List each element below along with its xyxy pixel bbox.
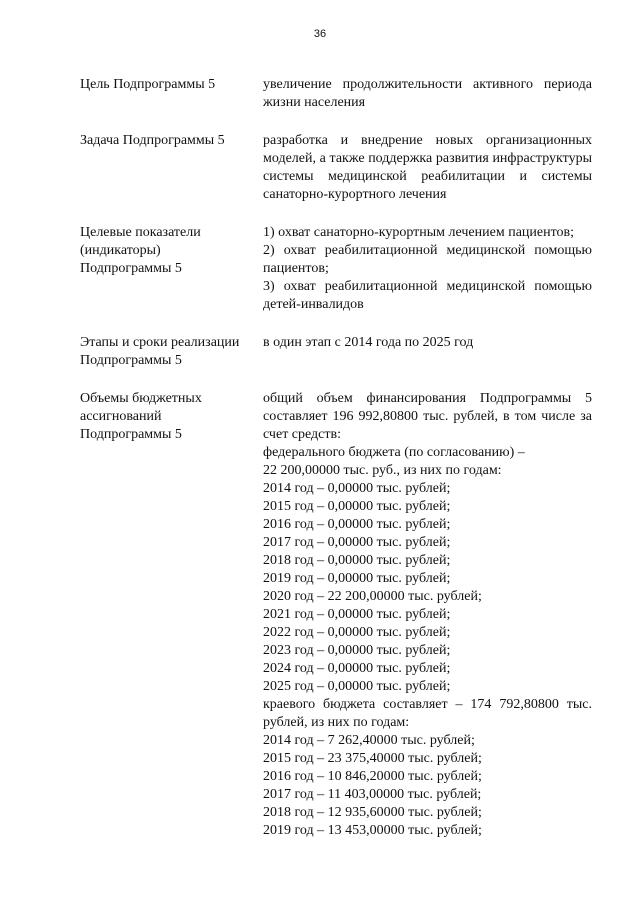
label-line: Целевые показатели: [80, 225, 201, 240]
indicator-item: 3) охват реабилитационной медицинской помощью детей-инвалидов: [263, 279, 592, 312]
year-amount-line: 2015 год – 23 375,40000 тыс. рублей;: [263, 751, 482, 766]
year-amount-line: 2018 год – 0,00000 тыс. рублей;: [263, 553, 451, 568]
year-amount-line: 2014 год – 0,00000 тыс. рублей;: [263, 481, 451, 496]
row-financing: [80, 390, 592, 840]
row-label: [80, 76, 263, 112]
row-task: [80, 132, 592, 204]
year-amount-line: 2021 год – 0,00000 тыс. рублей;: [263, 607, 451, 622]
year-amount-line: 2016 год – 0,00000 тыс. рублей;: [263, 517, 451, 532]
row-value: увеличение продолжительности активного периода жизни населения: [263, 77, 592, 110]
row-value: разработка и внедрение новых организационных моделей, а также поддержка развития инфраструктуры системы медицинской реабилитации и системы санаторно-курортного лечения: [263, 133, 592, 202]
row-label: [80, 390, 263, 840]
year-amount-line: 2017 год – 11 403,00000 тыс. рублей;: [263, 787, 482, 802]
indicator-item: 1) охват санаторно-курортным лечением пациентов;: [263, 225, 575, 240]
year-amount-line: 2024 год – 0,00000 тыс. рублей;: [263, 661, 451, 676]
year-amount-line: 2025 год – 0,00000 тыс. рублей;: [263, 679, 451, 694]
row-stages: [80, 334, 592, 370]
label-line: Задача Подпрограммы 5: [80, 133, 225, 148]
label-line: Цель Подпрограммы 5: [80, 77, 216, 92]
label-line: Подпрограммы 5: [80, 427, 182, 442]
row-value: [263, 390, 592, 840]
label-line: Этапы и сроки реализации: [80, 335, 240, 350]
row-label: [80, 334, 263, 370]
year-amount-line: 2019 год – 0,00000 тыс. рублей;: [263, 571, 451, 586]
row-value: в один этап с 2014 года по 2025 год: [263, 335, 474, 350]
federal-header: федерального бюджета (по согласованию) –: [263, 445, 525, 460]
label-line: ассигнований: [80, 409, 162, 424]
year-amount-line: 2020 год – 22 200,00000 тыс. рублей;: [263, 589, 482, 604]
year-amount-line: 2018 год – 12 935,60000 тыс. рублей;: [263, 805, 482, 820]
year-amount-line: 2015 год – 0,00000 тыс. рублей;: [263, 499, 451, 514]
year-amount-line: 2017 год – 0,00000 тыс. рублей;: [263, 535, 451, 550]
financing-intro: общий объем финансирования Подпрограммы 5 составляет 196 992,80800 тыс. рублей, в том числе за счет средств:: [263, 391, 592, 442]
federal-years-list: [263, 480, 592, 696]
federal-header: 22 200,00000 тыс. руб., из них по годам:: [263, 463, 502, 478]
row-label: [80, 132, 263, 204]
label-line: Объемы бюджетных: [80, 391, 202, 406]
year-amount-line: 2016 год – 10 846,20000 тыс. рублей;: [263, 769, 482, 784]
year-amount-line: 2019 год – 13 453,00000 тыс. рублей;: [263, 823, 482, 838]
subprogram-passport-table: [80, 76, 592, 860]
regional-header: краевого бюджета составляет – 174 792,80800 тыс. рублей, из них по годам:: [263, 697, 592, 730]
row-value: [263, 224, 592, 314]
page-number: 36: [313, 28, 327, 40]
year-amount-line: 2023 год – 0,00000 тыс. рублей;: [263, 643, 451, 658]
label-line: Подпрограммы 5: [80, 353, 182, 368]
indicator-item: 2) охват реабилитационной медицинской помощью пациентов;: [263, 243, 592, 276]
regional-years-list: [263, 732, 592, 840]
row-goal: [80, 76, 592, 112]
year-amount-line: 2022 год – 0,00000 тыс. рублей;: [263, 625, 451, 640]
label-line: (индикаторы): [80, 243, 161, 258]
year-amount-line: 2014 год – 7 262,40000 тыс. рублей;: [263, 733, 475, 748]
label-line: Подпрограммы 5: [80, 261, 182, 276]
row-label: [80, 224, 263, 314]
row-indicators: [80, 224, 592, 314]
